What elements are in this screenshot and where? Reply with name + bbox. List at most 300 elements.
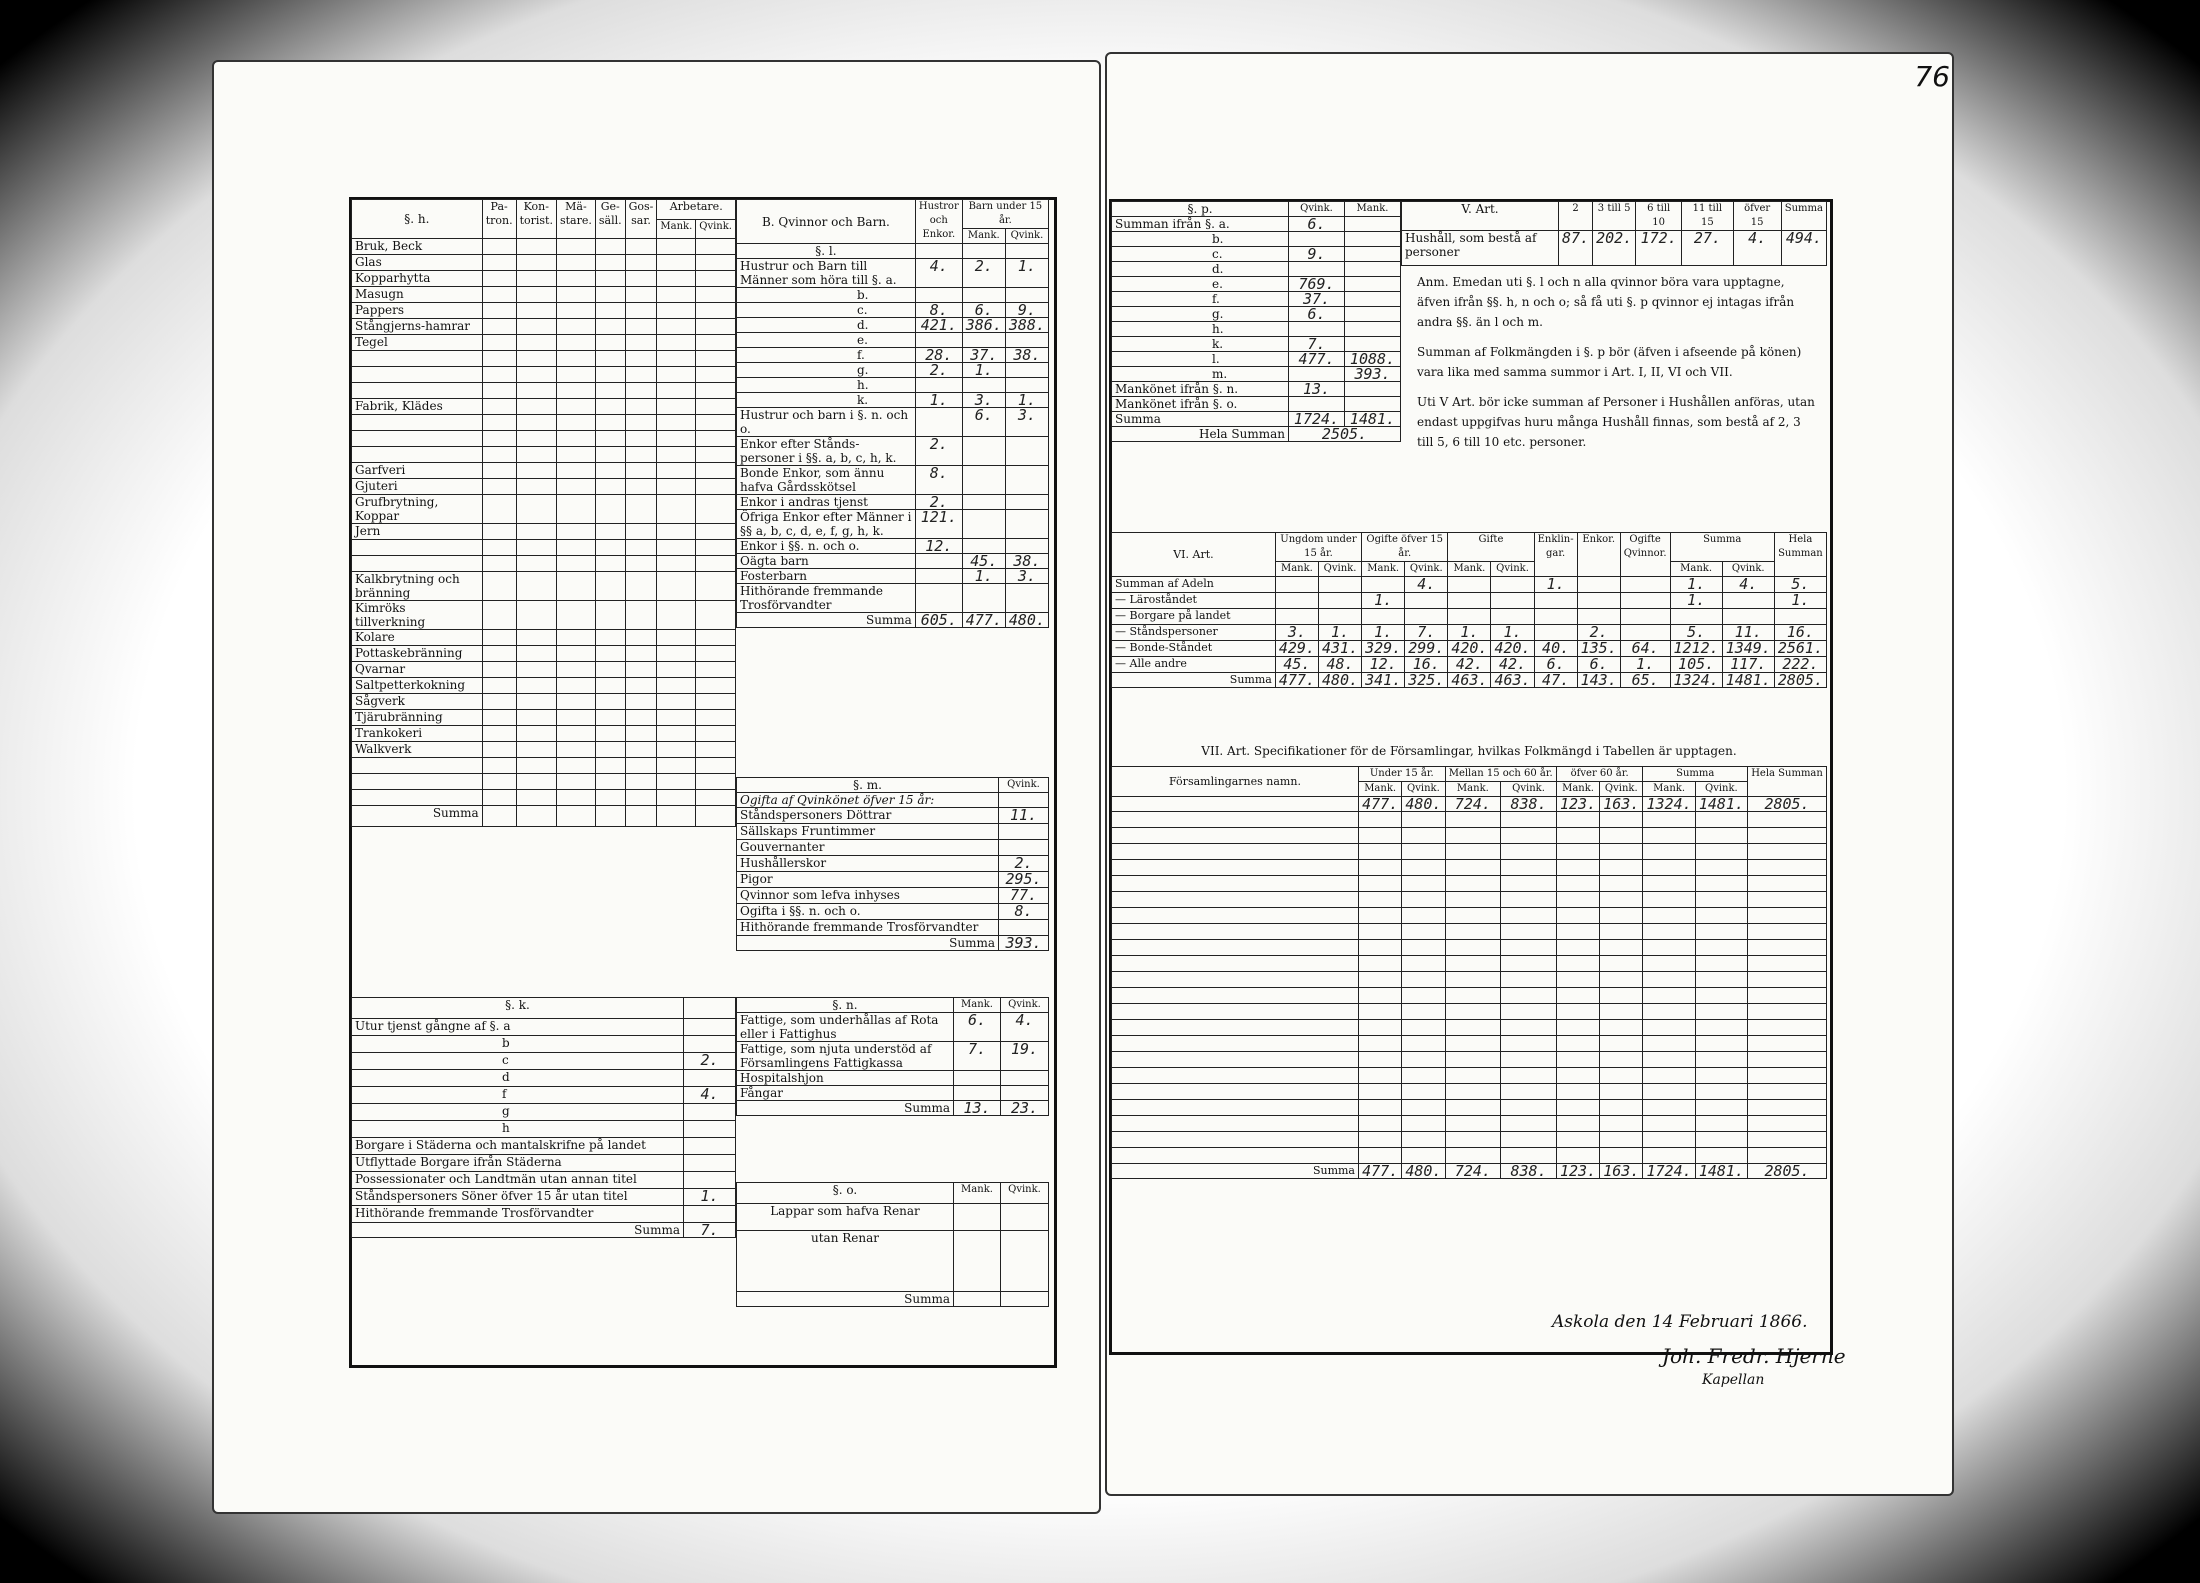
table-cell [1359, 1004, 1402, 1020]
vi-row-value [1534, 609, 1577, 625]
table-cell [556, 572, 595, 601]
table-cell [1600, 1116, 1643, 1132]
table-cell [625, 556, 657, 572]
vi-group: Ogifte Qvinnor. [1620, 533, 1670, 577]
table-cell [1643, 972, 1695, 988]
sk-row-label: d [352, 1070, 684, 1087]
table-cell [1402, 940, 1445, 956]
table-cell [516, 335, 556, 351]
sp-row-label: k. [1112, 337, 1289, 352]
table-cell [657, 572, 696, 601]
table-cell [482, 239, 516, 255]
table-cell [1556, 812, 1599, 828]
sl-row-value [1005, 437, 1048, 466]
vii-row-value: 2805. [1748, 797, 1827, 812]
table-row [737, 259, 1049, 288]
sh-row-label [352, 431, 483, 447]
table-cell [696, 742, 736, 758]
table-cell [1445, 860, 1501, 876]
sp-row-label: h. [1112, 322, 1289, 337]
sl-row-value [915, 408, 962, 437]
table-row [352, 1053, 736, 1070]
table-cell [1445, 940, 1501, 956]
table-cell [482, 678, 516, 694]
table-cell [482, 463, 516, 479]
vi-row-value: 1. [1534, 577, 1577, 593]
vi-group: Ungdom under 15 år. [1275, 533, 1361, 562]
table-cell [595, 572, 625, 601]
table-cell [1501, 844, 1557, 860]
table-cell [1695, 1100, 1747, 1116]
table-row [1112, 940, 1827, 956]
table-cell [556, 540, 595, 556]
sl-row-value: 2. [915, 363, 962, 378]
sn-row-label: Fattige, som njuta understöd af Församlingens Fattigkassa [737, 1042, 954, 1071]
table-cell [1600, 844, 1643, 860]
vi-row-value [1534, 593, 1577, 609]
table-cell [1600, 812, 1643, 828]
sh-row-label: Trankokeri [352, 726, 483, 742]
table-cell [1748, 940, 1827, 956]
table-cell [696, 694, 736, 710]
table-cell [1748, 1004, 1827, 1020]
table-cell [482, 726, 516, 742]
vi-row-value: 1. [1670, 577, 1722, 593]
table-cell [482, 540, 516, 556]
table-cell [516, 239, 556, 255]
table-cell [1643, 892, 1695, 908]
table-row [1112, 1004, 1827, 1020]
table-cell [556, 463, 595, 479]
table-cell [482, 399, 516, 415]
table-cell [482, 479, 516, 495]
vi-group: Summa [1670, 533, 1774, 562]
table-cell [595, 239, 625, 255]
sh-row-label: Stångjerns-hamrar [352, 319, 483, 335]
table-cell [696, 255, 736, 271]
sl-row-label: k. [737, 393, 916, 408]
vii-mq-header: Mank. [1445, 782, 1501, 797]
table-cell [1600, 876, 1643, 892]
table-cell [1748, 1132, 1827, 1148]
sp-title: §. p. [1112, 202, 1289, 217]
table-cell [657, 367, 696, 383]
sp-row-value: 37. [1289, 292, 1345, 307]
table-cell [696, 710, 736, 726]
vi-row-value: 42. [1448, 657, 1491, 673]
sl-hustror: Hustror och Enkor. [915, 200, 962, 244]
sn-qvink: Qvink. [1000, 998, 1048, 1013]
table-cell [657, 495, 696, 524]
vi-row-value [1722, 593, 1774, 609]
sm-summa: Summa [737, 936, 999, 951]
table-cell [556, 383, 595, 399]
table-cell [1445, 1116, 1501, 1132]
table-cell [1748, 1100, 1827, 1116]
table-cell [1445, 1004, 1501, 1020]
sp-row-value [1345, 247, 1401, 262]
vii-row-label [1112, 972, 1359, 988]
table-cell [696, 524, 736, 540]
sl-barn: Barn under 15 år. [962, 200, 1048, 229]
table-cell [1359, 1100, 1402, 1116]
table-row [737, 904, 1049, 920]
table-row [352, 694, 736, 710]
sn-row-value: 4. [1000, 1013, 1048, 1042]
sl-row-value [1005, 510, 1048, 539]
v-art-title: V. Art. [1402, 202, 1559, 231]
table-row [1112, 593, 1827, 609]
table-cell [625, 572, 657, 601]
vi-row-value: 64. [1620, 641, 1670, 657]
vi-summa-value: 463. [1448, 673, 1491, 688]
table-cell [516, 367, 556, 383]
table-row [1112, 1084, 1827, 1100]
table-row [1112, 577, 1827, 593]
table-cell [595, 479, 625, 495]
table-row [352, 447, 736, 463]
table-cell [482, 255, 516, 271]
table-row [352, 399, 736, 415]
table-row [1112, 860, 1827, 876]
table-cell [556, 303, 595, 319]
sl-row-value [1005, 363, 1048, 378]
vii-mq-header: Mank. [1556, 782, 1599, 797]
table-cell [482, 790, 516, 806]
vii-row-value: 123. [1556, 797, 1599, 812]
sk-row-label: Utur tjenst gångne af §. a [352, 1019, 684, 1036]
table-cell [625, 774, 657, 790]
table-cell [1402, 956, 1445, 972]
table-cell [595, 694, 625, 710]
table-cell [696, 383, 736, 399]
table-cell [1643, 1068, 1695, 1084]
vi-row-value: 6. [1534, 657, 1577, 673]
table-cell [696, 572, 736, 601]
table-cell [482, 742, 516, 758]
sk-row-label: f [352, 1087, 684, 1104]
table-cell [1643, 876, 1695, 892]
vi-row-value: 12. [1362, 657, 1405, 673]
table-cell [625, 524, 657, 540]
table-cell [657, 556, 696, 572]
vi-row-value: 5. [1670, 625, 1722, 641]
vii-col0: Församlingarnes namn. [1112, 767, 1359, 797]
table-cell [625, 367, 657, 383]
table-cell [516, 447, 556, 463]
sh-row-label [352, 351, 483, 367]
vii-row-label [1112, 1132, 1359, 1148]
sp-row-label: m. [1112, 367, 1289, 382]
v-val: 172. [1636, 231, 1682, 266]
sp-row-value: 1088. [1345, 352, 1401, 367]
table-cell [556, 758, 595, 774]
sh-row-label [352, 383, 483, 399]
so-table [736, 1182, 1049, 1307]
table-cell [1445, 972, 1501, 988]
sl-row-label: Enkor i andras tjenst [737, 495, 916, 510]
sh-row-label [352, 540, 483, 556]
table-row [352, 601, 736, 630]
table-cell [696, 271, 736, 287]
vi-row-value: 6. [1577, 657, 1620, 673]
table-cell [516, 572, 556, 601]
table-cell [556, 630, 595, 646]
sl-row-value [1005, 495, 1048, 510]
sp-row-value [1345, 382, 1401, 397]
table-cell [1600, 828, 1643, 844]
sp-row-label: b. [1112, 232, 1289, 247]
table-cell [657, 646, 696, 662]
table-cell [516, 710, 556, 726]
table-cell [625, 678, 657, 694]
table-row [737, 1013, 1049, 1042]
table-cell [1402, 1052, 1445, 1068]
vi-row-value: 1. [1318, 625, 1361, 641]
table-cell [1359, 892, 1402, 908]
table-cell [595, 710, 625, 726]
table-cell [1402, 1084, 1445, 1100]
table-cell [1695, 1116, 1747, 1132]
sl-row-value: 38. [1005, 554, 1048, 569]
table-cell [1748, 908, 1827, 924]
table-cell [625, 646, 657, 662]
table-cell [1402, 1036, 1445, 1052]
table-cell [696, 415, 736, 431]
sm-row-value: 2. [999, 856, 1049, 872]
table-cell [657, 239, 696, 255]
sl-row-label: Hustrur och Barn till Männer som höra till §. a. [737, 259, 916, 288]
table-cell [1445, 1052, 1501, 1068]
sh-row-label: Walkverk [352, 742, 483, 758]
table-cell [657, 463, 696, 479]
table-cell [516, 303, 556, 319]
table-row [1112, 232, 1401, 247]
v-col-2: 2 [1559, 202, 1593, 231]
table-cell [1402, 1100, 1445, 1116]
table-cell [1748, 812, 1827, 828]
sp-row-value [1345, 217, 1401, 232]
vii-summa-value: 1724. [1643, 1164, 1695, 1179]
vi-row-value: 420. [1448, 641, 1491, 657]
vii-row-label [1112, 1148, 1359, 1164]
table-cell [696, 367, 736, 383]
sh-summa: Summa [352, 806, 483, 827]
table-cell [556, 335, 595, 351]
vi-summa-value: 325. [1405, 673, 1448, 688]
vii-mq-header: Qvink. [1600, 782, 1643, 797]
table-cell [657, 287, 696, 303]
table-cell [595, 431, 625, 447]
vii-group: öfver 60 år. [1556, 767, 1643, 782]
table-cell [1501, 860, 1557, 876]
vi-row-value [1620, 593, 1670, 609]
vii-mq-header: Qvink. [1695, 782, 1747, 797]
table-row [352, 758, 736, 774]
table-cell [482, 383, 516, 399]
table-cell [482, 572, 516, 601]
vi-row-value: 16. [1405, 657, 1448, 673]
table-row [737, 495, 1049, 510]
table-cell [482, 319, 516, 335]
vi-row-value: 4. [1405, 577, 1448, 593]
vi-row-value: 1. [1774, 593, 1826, 609]
table-cell [1600, 988, 1643, 1004]
vi-row-value: 1. [1362, 625, 1405, 641]
sh-row-label: Saltpetterkokning [352, 678, 483, 694]
table-cell [516, 662, 556, 678]
sl-row-label: g. [737, 363, 916, 378]
table-cell [1600, 924, 1643, 940]
sl-row-value [1005, 584, 1048, 613]
sk-row-value [684, 1104, 736, 1121]
table-cell [1402, 908, 1445, 924]
vii-group: Mellan 15 och 60 år. [1445, 767, 1556, 782]
table-cell [1359, 828, 1402, 844]
sp-row-value [1345, 292, 1401, 307]
table-cell [1695, 988, 1747, 1004]
sh-row-label: Kopparhytta [352, 271, 483, 287]
table-row [737, 378, 1049, 393]
table-cell [516, 556, 556, 572]
sm-row-value: 295. [999, 872, 1049, 888]
v-row-label: Hushåll, som bestå af personer [1402, 231, 1559, 266]
vi-mq-header: Qvink. [1318, 562, 1361, 577]
v-col-3-5: 3 till 5 [1593, 202, 1636, 231]
table-cell [1359, 1084, 1402, 1100]
table-cell [516, 479, 556, 495]
table-cell [1501, 828, 1557, 844]
table-cell [556, 287, 595, 303]
table-cell [657, 710, 696, 726]
table-cell [556, 694, 595, 710]
sl-row-value [962, 510, 1005, 539]
table-cell [1643, 988, 1695, 1004]
sn-row-value: 19. [1000, 1042, 1048, 1071]
table-cell [1445, 876, 1501, 892]
sm-row-label: Pigor [737, 872, 999, 888]
vi-art-table [1111, 532, 1827, 688]
vi-title: VI. Art. [1112, 533, 1276, 577]
table-cell [1600, 1052, 1643, 1068]
v-col-6-10: 6 till 10 [1636, 202, 1682, 231]
vii-summa-value: 2805. [1748, 1164, 1827, 1179]
sl-row-label: Enkor efter Stånds-personer i §§. a, b, c, h, k. [737, 437, 916, 466]
col-mank: Mank. [657, 219, 696, 239]
vii-mq-header: Mank. [1359, 782, 1402, 797]
table-row [737, 840, 1049, 856]
table-cell [1445, 956, 1501, 972]
sl-summa: Summa [737, 613, 916, 628]
table-cell [625, 790, 657, 806]
vi-row-value: 48. [1318, 657, 1361, 673]
table-row [1112, 988, 1827, 1004]
sk-row-label: h [352, 1121, 684, 1138]
table-cell [657, 255, 696, 271]
table-cell [1359, 1116, 1402, 1132]
table-cell [595, 540, 625, 556]
table-cell [516, 742, 556, 758]
vii-row-label [1112, 1052, 1359, 1068]
table-cell [482, 495, 516, 524]
table-cell [1695, 860, 1747, 876]
table-row [1112, 217, 1401, 232]
table-cell [1501, 972, 1557, 988]
sl-row-value: 1. [1005, 259, 1048, 288]
vii-mq-header: Qvink. [1501, 782, 1557, 797]
vi-row-value: 16. [1774, 625, 1826, 641]
table-cell [595, 495, 625, 524]
sk-row-label: Hithörande fremmande Trosförvandter [352, 1206, 684, 1223]
table-row [352, 556, 736, 572]
table-cell [1643, 924, 1695, 940]
v-col-summa: Summa [1781, 202, 1826, 231]
vii-row-value: 724. [1445, 797, 1501, 812]
table-cell [1501, 1036, 1557, 1052]
vi-row-value: 1. [1620, 657, 1670, 673]
table-row [1112, 1100, 1827, 1116]
table-cell [482, 710, 516, 726]
table-cell [482, 415, 516, 431]
vi-row-label: — Läroståndet [1112, 593, 1276, 609]
sp-row-value: 477. [1289, 352, 1345, 367]
vi-row-value [1620, 577, 1670, 593]
sh-row-label: Pappers [352, 303, 483, 319]
table-row [737, 393, 1049, 408]
sh-row-label: Sågverk [352, 694, 483, 710]
table-row [1112, 1036, 1827, 1052]
vi-row-value: 2. [1577, 625, 1620, 641]
table-cell [516, 601, 556, 630]
table-cell [1643, 956, 1695, 972]
table-cell [625, 303, 657, 319]
vii-row-label [1112, 924, 1359, 940]
vi-row-value [1318, 577, 1361, 593]
table-cell [1501, 876, 1557, 892]
table-cell [1600, 1084, 1643, 1100]
table-cell [1643, 940, 1695, 956]
table-row [352, 319, 736, 335]
table-cell [556, 646, 595, 662]
vi-row-value [1577, 593, 1620, 609]
sl-mank: Mank. [962, 229, 1005, 244]
table-row [352, 463, 736, 479]
sl-row-label: c. [737, 303, 916, 318]
table-cell [595, 367, 625, 383]
vi-row-value: 429. [1275, 641, 1318, 657]
table-row [352, 431, 736, 447]
table-cell [1556, 1116, 1599, 1132]
table-cell [1359, 924, 1402, 940]
sl-row-value: 421. [915, 318, 962, 333]
vii-group: Summa [1643, 767, 1748, 782]
vii-row-label [1112, 1084, 1359, 1100]
table-cell [696, 790, 736, 806]
sp-hela: Hela Summan [1112, 427, 1289, 442]
table-cell [1748, 1052, 1827, 1068]
col-kontorist: Kon-torist. [516, 200, 556, 239]
table-row [1112, 1116, 1827, 1132]
sp-row-value: 1724. [1289, 412, 1345, 427]
table-cell [1501, 1068, 1557, 1084]
table-row [737, 1086, 1049, 1101]
vii-summa-value: 163. [1600, 1164, 1643, 1179]
table-cell [657, 790, 696, 806]
vii-row-value: 838. [1501, 797, 1557, 812]
table-row [352, 495, 736, 524]
table-cell [657, 415, 696, 431]
vi-group: Enkor. [1577, 533, 1620, 577]
